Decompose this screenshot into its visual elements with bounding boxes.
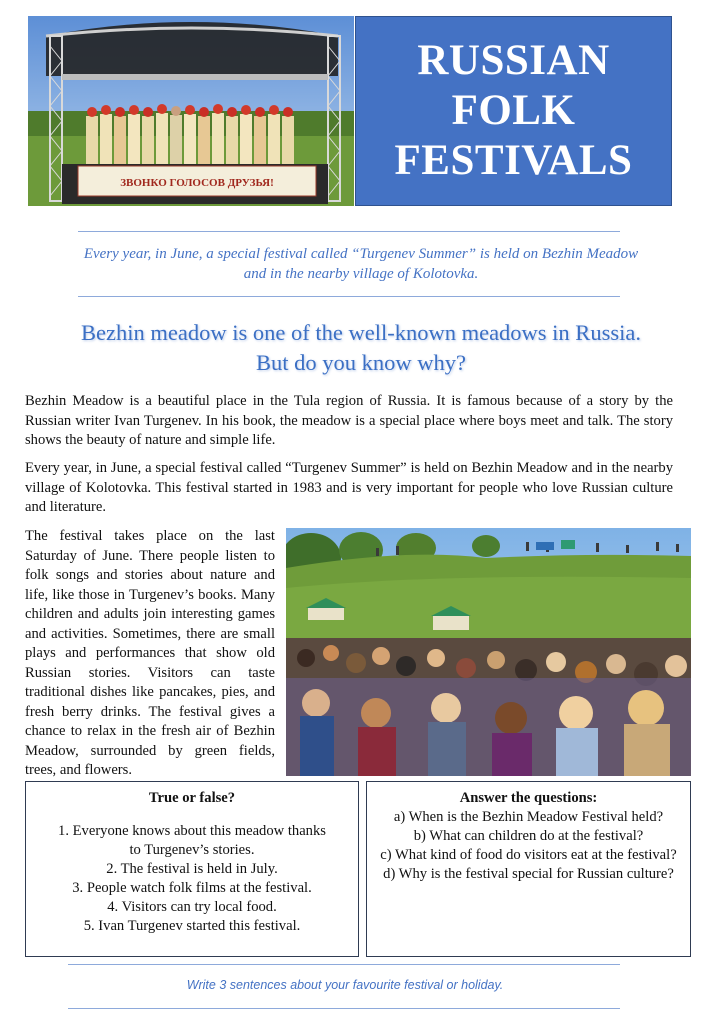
true-false-item: 2. The festival is held in July. xyxy=(106,861,278,877)
festival-crowd-image xyxy=(286,528,691,776)
questions-list xyxy=(367,808,690,884)
true-false-box xyxy=(25,781,359,957)
folk-choir-stage-image xyxy=(28,16,354,206)
writing-task: Write 3 sentences about your favourite festival or holiday. xyxy=(186,978,504,992)
stage-banner: ЗВОНКО ГОЛОСОВ ДРУЗЬЯ! xyxy=(120,177,274,189)
headline-line-2: But do you know why? xyxy=(256,350,466,375)
question-item: a) When is the Bezhin Meadow Festival held? xyxy=(393,809,664,825)
festival-crowd-photo xyxy=(286,528,691,776)
footer-bottom-rule xyxy=(68,1008,620,1009)
intro-quote: Every year, in June, a special festival called “Turgenev Summer” is held on Bezhin Meadow and in the nearby village of Kolotovka. xyxy=(83,246,639,282)
quote-top-rule xyxy=(78,231,620,232)
stage-photo xyxy=(28,16,354,206)
true-false-item: 1. Everyone knows about this meadow thanks to Turgenev’s stories. xyxy=(58,823,326,858)
title-box xyxy=(355,16,672,206)
true-false-list xyxy=(26,822,358,936)
true-false-item: 4. Visitors can try local food. xyxy=(107,899,277,915)
title-line-3: FESTIVALS xyxy=(394,137,633,184)
questions-box xyxy=(366,781,691,957)
true-false-item: 3. People watch folk films at the festival. xyxy=(72,880,312,896)
questions-title: Answer the questions: xyxy=(459,790,598,806)
headline-line-1: Bezhin meadow is one of the well-known meadows in Russia. xyxy=(81,320,641,345)
true-false-item: 5. Ivan Turgenev started this festival. xyxy=(83,918,301,934)
title-line-1: RUSSIAN xyxy=(417,37,610,84)
true-false-title: True or false? xyxy=(148,790,236,806)
headline xyxy=(40,318,682,378)
paragraph-1: Bezhin Meadow is a beautiful place in the Tula region of Russia. It is famous because of a story by the Russian writer Ivan Turgenev. In his book, the meadow is a special place where boys meet and talk. The story shows the beauty of nature and simple life. xyxy=(25,393,673,448)
title-line-2: FOLK xyxy=(451,87,576,134)
question-item: c) What kind of food do visitors eat at the festival? xyxy=(380,847,677,863)
question-item: d) Why is the festival special for Russian culture? xyxy=(383,866,674,882)
quote-bottom-rule xyxy=(78,296,620,297)
paragraph-3: The festival takes place on the last Saturday of June. There people listen to folk songs and stories about nature and life, like those in Turgenev’s books. Many children and adults join interesting games and activities. Sometimes, there are small plays and performances that show old Russian stories. Visitors can taste traditional dishes like pancakes, pies, and fresh berry drinks. The festival gives a chance to relax in the fresh air of Bezhin Meadow, surrounded by green fields, trees, and flowers. xyxy=(25,528,275,778)
question-item: b) What can children do at the festival? xyxy=(413,828,644,844)
paragraph-2: Every year, in June, a special festival called “Turgenev Summer” is held on Bezhin Meadow and in the nearby village of Kolotovka. This festival started in 1983 and is very important for people who love Russian culture and literature. xyxy=(25,460,673,515)
footer-top-rule xyxy=(68,964,620,965)
